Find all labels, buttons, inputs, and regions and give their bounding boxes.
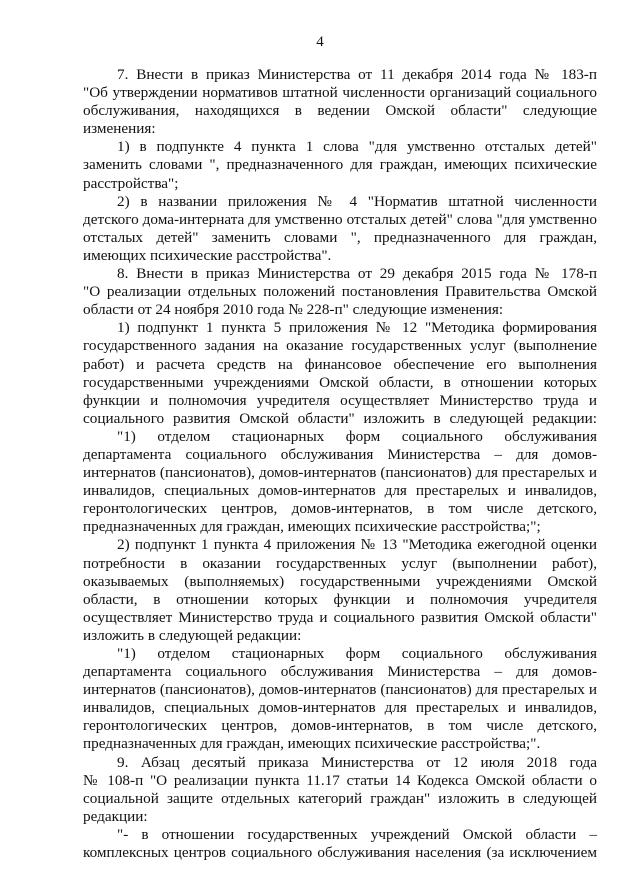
text-line: детского дома-интерната для умственно отсталых детей" слова "для умственно bbox=[83, 210, 597, 228]
text-line: 1) подпункт 1 пункта 5 приложения № 12 "Методика формирования bbox=[117, 319, 597, 337]
text-line: функции и полномочия учредителя осуществляет Министерство труда и bbox=[83, 391, 597, 409]
text-line: обслуживания, находящихся в ведении Омской области" следующие bbox=[83, 102, 597, 120]
text-line: области, в отношении которых функции и полномочия учредителя bbox=[83, 590, 597, 608]
text-line: предназначенных для граждан, имеющих психические расстройства;"; bbox=[83, 518, 541, 536]
text-line: "О реализации отдельных положений постановления Правительства Омской bbox=[83, 283, 597, 301]
page-number: 4 bbox=[316, 34, 324, 50]
text-line: интернатов (пансионатов), домов-интернатов (пансионатов) для престарелых и bbox=[83, 681, 597, 699]
text-line: "1) отделом стационарных форм социального обслуживания bbox=[117, 645, 597, 662]
text-line: 8. Внести в приказ Министерства от 29 декабря 2015 года № 178-п bbox=[117, 265, 597, 283]
text-line: 2) в названии приложения № 4 "Норматив штатной численности bbox=[117, 192, 597, 210]
text-line: геронтологических центров, домов-интернатов, в том числе детского, bbox=[83, 717, 597, 735]
text-line: департамента социального обслуживания Министерства – для домов- bbox=[83, 445, 597, 463]
text-line: № 108-п "О реализации пункта 11.17 статьи 14 Кодекса Омской области о bbox=[83, 771, 597, 789]
text-line: государственного задания на оказание государственных услуг (выполнение bbox=[83, 337, 597, 355]
text-line: "1) отделом стационарных форм социального обслуживания bbox=[117, 427, 597, 445]
document-body bbox=[83, 66, 597, 862]
text-line: государственными учреждениями Омской области, в отношении которых bbox=[83, 373, 597, 391]
text-line: области от 24 ноября 2010 года № 228-п" следующие изменения: bbox=[83, 301, 504, 319]
text-line: "Об утверждении нормативов штатной численности организаций социального bbox=[83, 84, 597, 102]
text-line: осуществляет Министерство труда и социального развития Омской области" bbox=[83, 608, 597, 626]
text-line: инвалидов, специальных домов-интернатов для престарелых и инвалидов, bbox=[83, 482, 597, 500]
text-line: изменения: bbox=[83, 120, 156, 138]
text-line: 2) подпункт 1 пункта 4 приложения № 13 "Методика ежегодной оценки bbox=[117, 536, 597, 554]
text-line: интернатов (пансионатов), домов-интернатов (пансионатов) для престарелых и bbox=[83, 464, 597, 482]
text-line: оказываемых (выполняемых) государственными учреждениями Омской bbox=[83, 572, 597, 590]
text-line: 9. Абзац десятый приказа Министерства от 12 июля 2018 года bbox=[117, 753, 597, 771]
text-line: инвалидов, специальных домов-интернатов для престарелых и инвалидов, bbox=[83, 699, 597, 717]
text-line: работ) и расчета средств на финансовое обеспечение его выполнения bbox=[83, 355, 597, 373]
text-line: расстройства"; bbox=[83, 174, 179, 192]
text-line: социального развития Омской области" изложить в следующей редакции: bbox=[83, 409, 597, 427]
text-line: департамента социального обслуживания Министерства – для домов- bbox=[83, 663, 597, 681]
text-line: геронтологических центров, домов-интернатов, в том числе детского, bbox=[83, 500, 597, 518]
text-line: 7. Внести в приказ Министерства от 11 декабря 2014 года № 183-п bbox=[117, 66, 597, 83]
text-line: заменить словами ", предназначенного для граждан, имеющих психические bbox=[83, 156, 597, 174]
text-line: изложить в следующей редакции: bbox=[83, 626, 302, 644]
text-line: 1) в подпункте 4 пункта 1 слова "для умственно отсталых детей" bbox=[117, 138, 597, 156]
text-line: потребности в оказании государственных услуг (выполнении работ), bbox=[83, 554, 597, 572]
text-line: редакции: bbox=[83, 807, 148, 825]
text-line: отсталых детей" заменить словами ", предназначенного для граждан, bbox=[83, 228, 597, 246]
text-line: "- в отношении государственных учреждений Омской области – bbox=[117, 825, 597, 843]
text-line: социальной защите отдельных категорий граждан" изложить в следующей bbox=[83, 789, 597, 807]
text-line: имеющих психические расстройства". bbox=[83, 246, 332, 264]
text-line: предназначенных для граждан, имеющих психические расстройства;". bbox=[83, 735, 541, 753]
text-line: комплексных центров социального обслуживания населения (за исключением bbox=[83, 844, 597, 862]
